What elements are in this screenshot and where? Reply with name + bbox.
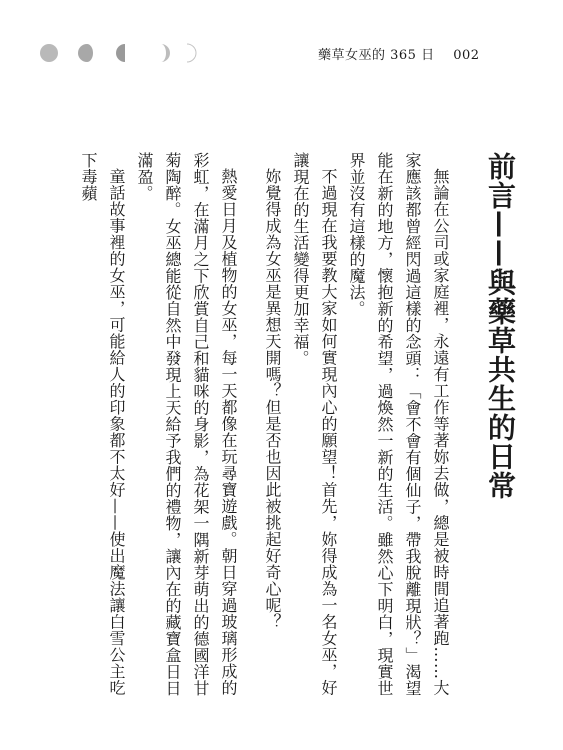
last-quarter-icon	[114, 42, 136, 64]
paragraph: 妳覺得成為女巫是異想天開嗎？但是否也因此被挑起好奇心呢？	[263, 168, 282, 630]
chapter-title: 前言——與藥草共生的日常	[484, 152, 517, 500]
waning-crescent-icon	[150, 42, 172, 64]
paragraph: 熱愛日月及植物的女巫，每一天都像在玩尋寶遊戲。朝日穿過玻璃形成的彩虹，在滿月之下欣賞自己和貓咪的身影，為花架一隅新芽萌出的德國洋甘菊陶醉。女巫總能從自然中發現上天給予我們的禮物，讓內在的藏寶盒日日滿盈。	[135, 152, 238, 697]
running-header	[318, 44, 480, 63]
paragraph: 童話故事裡的女巫，可能給人的印象都不太好——使出魔法讓白雪公主吃下毒蘋	[79, 152, 126, 696]
paragraph: 無論在公司或家庭裡，永遠有工作等著妳去做，總是被時間追著跑……大家應該都曾經閃過這樣的念頭：「會不會有個仙子，帶我脫離現狀？」渴望能在新的地方，懷抱新的希望，過煥然一新的生活。雖然心下明白，現實世界並沒有這樣的魔法。	[347, 152, 450, 697]
paragraph: 不過現在我要教大家如何實現內心的願望！首先，妳得成為一名女巫，好讓現在的生活變得更加幸福。	[291, 152, 338, 696]
new-moon-icon	[178, 42, 200, 64]
page-number: 002	[453, 48, 480, 63]
book-title: 藥草女巫的 365 日	[318, 48, 435, 63]
full-moon-icon	[38, 42, 60, 64]
waning-gibbous-icon	[76, 42, 98, 64]
vertical-text-body	[60, 152, 520, 712]
